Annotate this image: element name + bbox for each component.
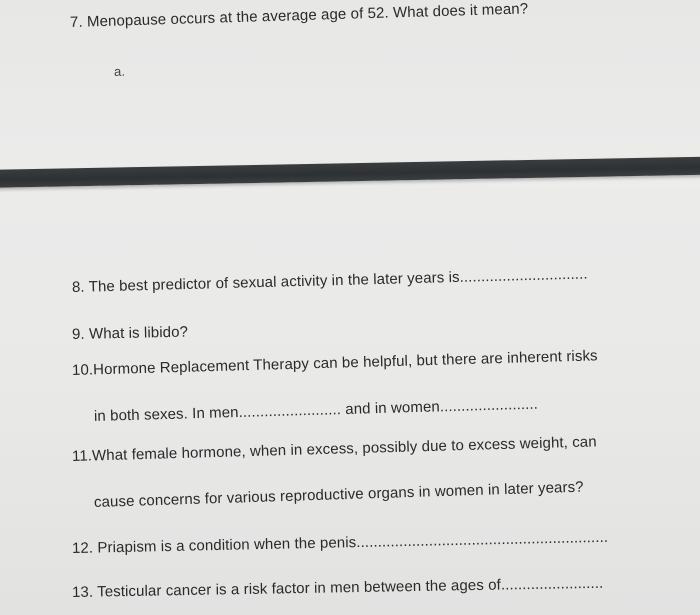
question-10-line-2: in both sexes. In men........................ and in women.......................	[93, 395, 539, 425]
question-8: 8. The best predictor of sexual activity in the later years is..............................	[71, 265, 588, 296]
question-7-answer-a: a.	[113, 63, 126, 79]
question-9: 9. What is libido?	[71, 323, 189, 343]
question-10-line-1: 10.Hormone Replacement Therapy can be helpful, but there are inherent risks	[71, 347, 598, 379]
question-13: 13. Testicular cancer is a risk factor in men between the ages of........................	[71, 574, 604, 601]
question-11-line-2: cause concerns for various reproductive organs in women in later years?	[93, 478, 584, 511]
question-7: 7. Menopause occurs at the average age of 52. What does it mean?	[69, 0, 529, 31]
question-12: 12. Priapism is a condition when the penis...........................................................	[71, 528, 609, 557]
question-11-line-1: 11.What female hormone, when in excess, possibly due to excess weight, can	[71, 433, 597, 465]
